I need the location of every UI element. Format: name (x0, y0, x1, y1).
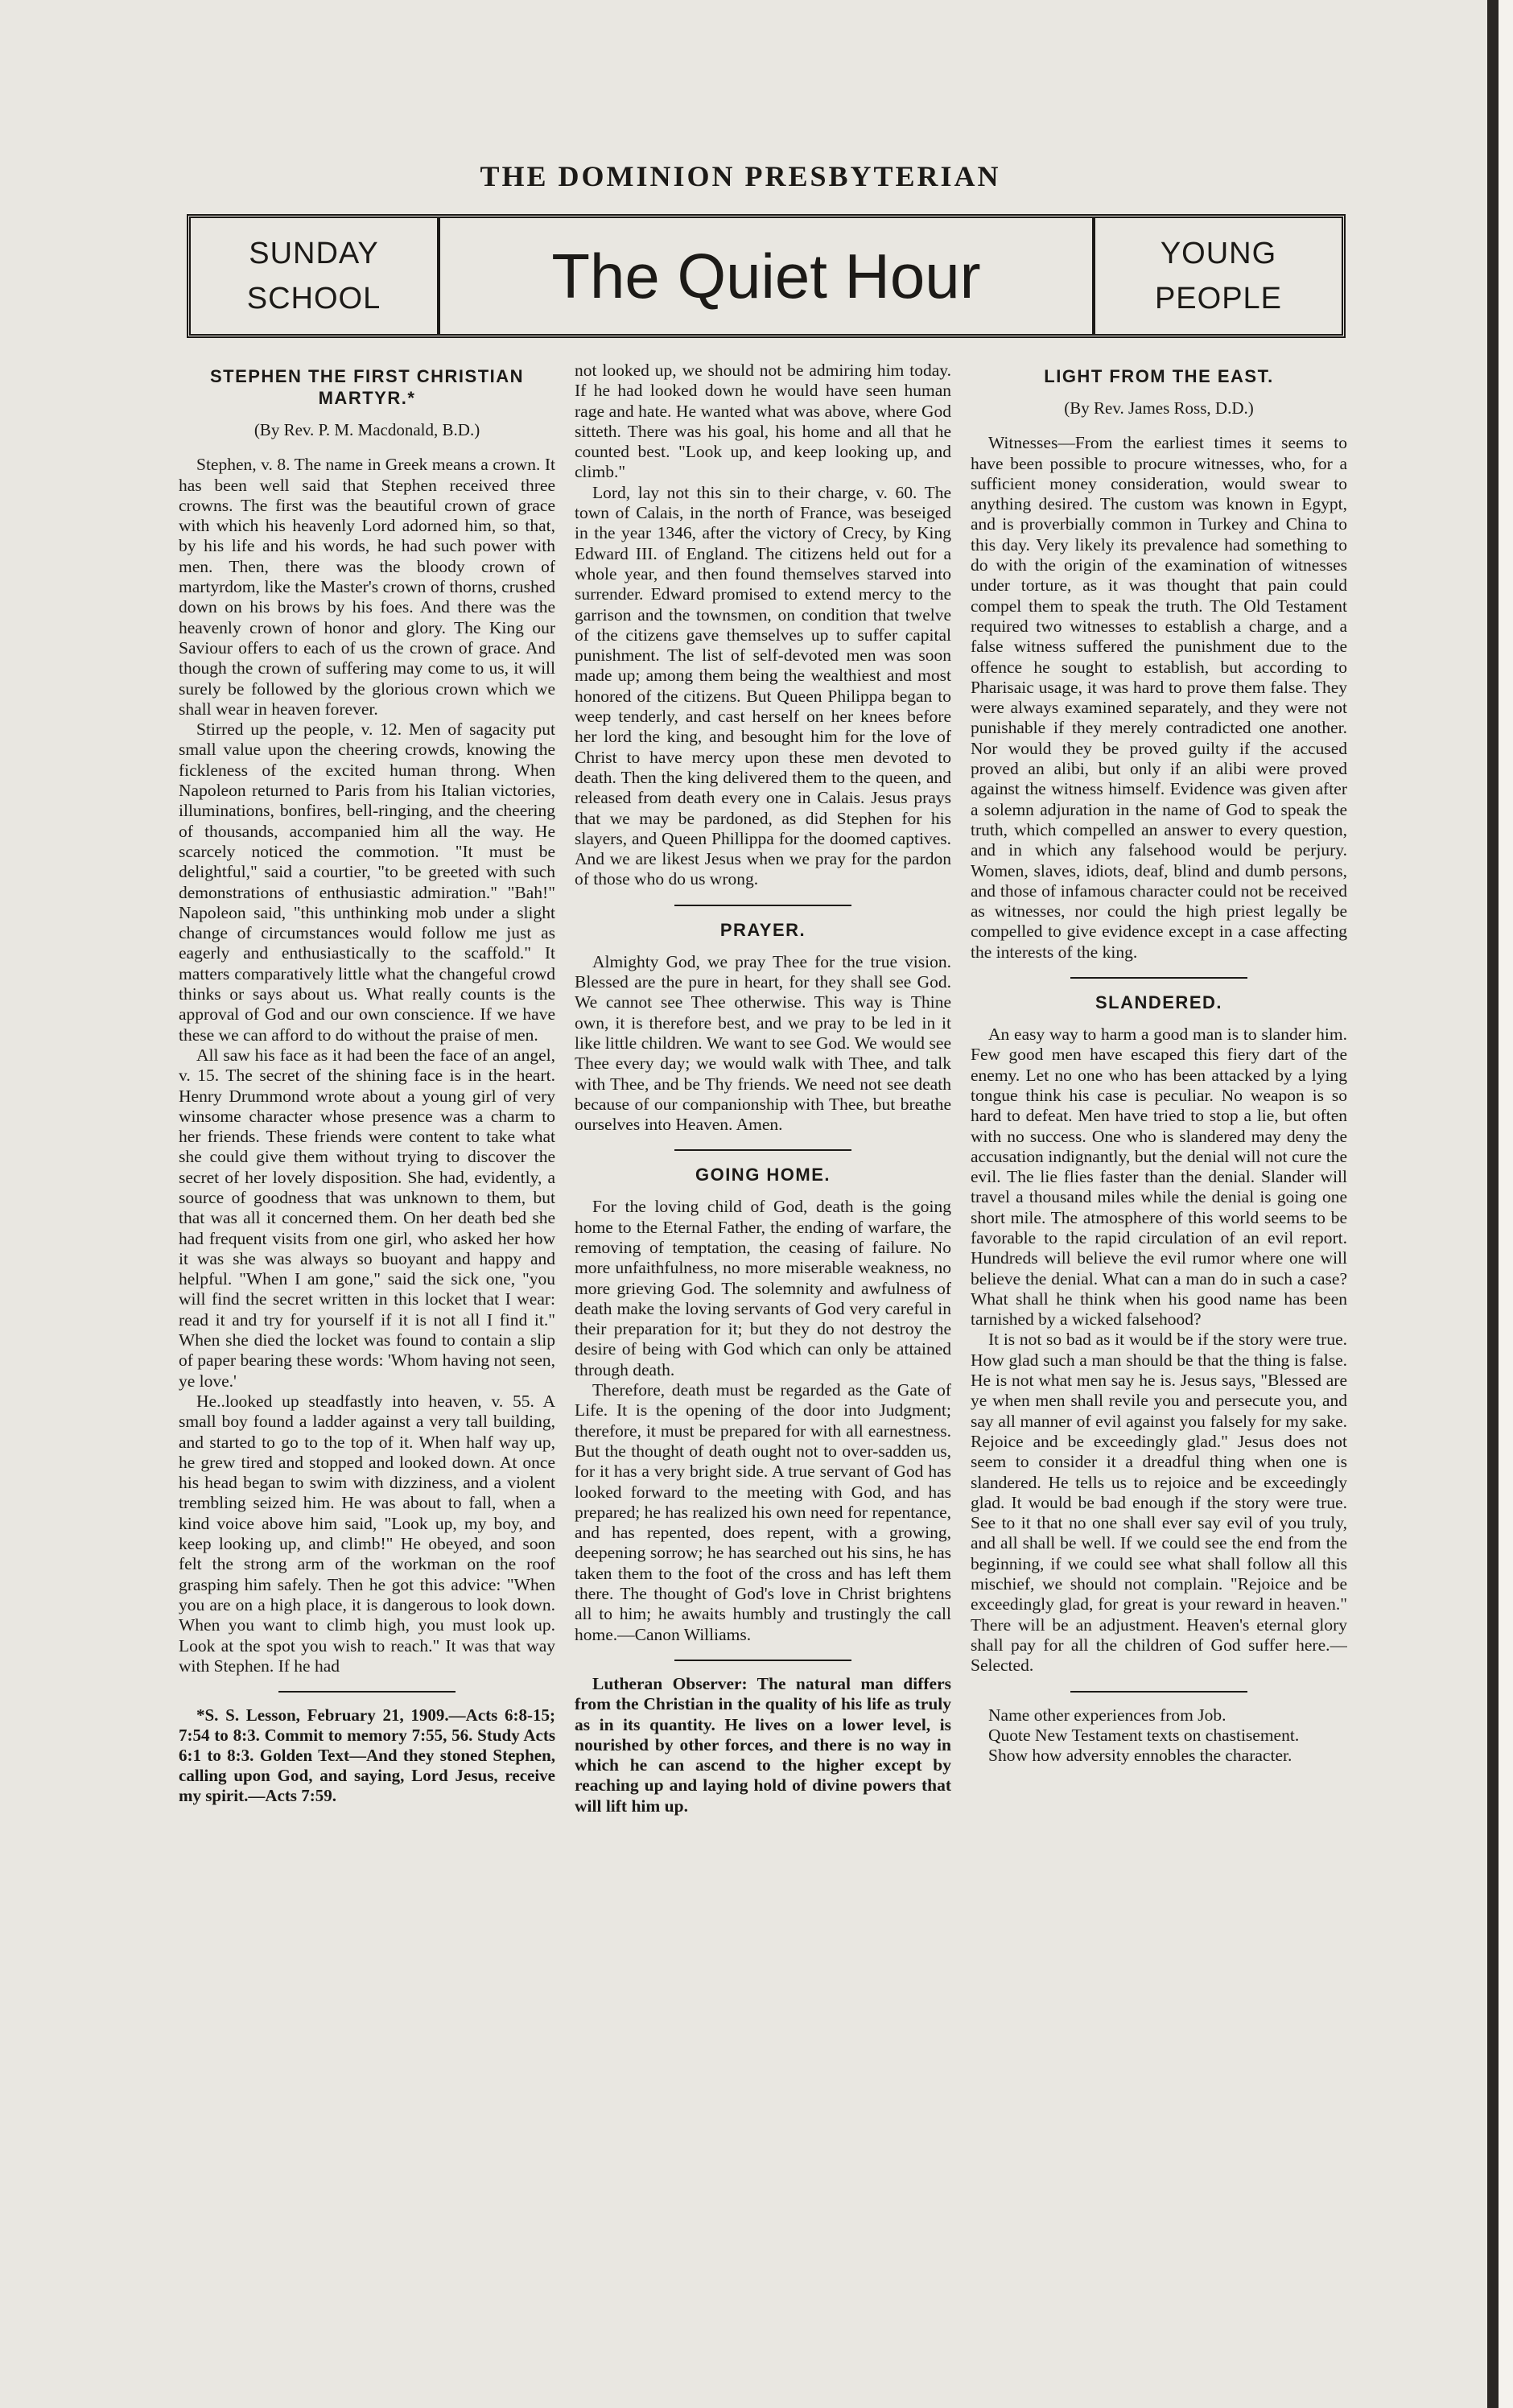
section-divider (674, 1660, 851, 1661)
running-head: THE DOMINION PRESBYTERIAN (480, 160, 1001, 192)
header-left-line2: SCHOOL (246, 282, 381, 315)
header-right-line1: YOUNG (1160, 237, 1277, 270)
page-margin (1499, 0, 1513, 2408)
section-title: The Quiet Hour (551, 240, 981, 311)
lutheran-observer-quote: Lutheran Observer: The natural man differs from the Christian in the quality of his life as truly as in its quantity. He lives on a lower level, is nourished by other forces, and there is no way in which he can ascend to the higher except by reaching up and laying hold of divine powers that will lift him up. (575, 1673, 951, 1816)
article-paragraph: Witnesses—From the earliest times it seems to have been possible to procure witnesses, who, for a sufficient money consideration, would swear to anything desired. The custom was known in Egypt, and is proverbially common in Turkey and China to this day. Very likely its prevalence had something to do with the origin of the examination of witnesses under torture, as it was thought that pain could compel them to speak the truth. The Old Testament required two witnesses to establish a charge, and a false witness suffered the punishment due to the offence he sought to establish, but according to Pharisaic usage, it was hard to prove them false. They were always examined separately, and they were not punishable if they merely contradicted one another. Nor would they be proved guilty if the accused proved an alibi, but only if an alibi were proved against the witness himself. Evidence was given after a solemn adjuration in the name of God to speak the truth, which compelled an answer to every question, and in which any falsehood would be perjury. Women, slaves, idiots, deaf, blind and dumb persons, and those of infamous character could not be received as witnesses, nor could the high priest legally be compelled to give evidence except in a case affecting the interests of the king. (971, 433, 1347, 962)
section-divider (674, 1149, 851, 1151)
section-header-box (187, 214, 1346, 338)
article-title-slandered: SLANDERED. (1095, 992, 1222, 1013)
article-paragraph: All saw his face as it had been the face of an angel, v. 15. The secret of the shining face is in the heart. Henry Drummond wrote about a young girl of very winsome character whose presence was a charm to her friends. These friends were content to take what she could give them without trying to discover the secret of her lovely disposition. She had, evidently, a source of goodness that was unknown to them, but that was all it concerned them. On her death bed she had frequent visits from one girl, who asked her how it was she was always so buoyant and happy and helpful. "When I am gone," said the sick one, "you will find the secret written in this locket that I wear: read it and try for yourself if it is not all I find it." When she died the locket was found to contain a slip of paper bearing these words: 'Whom having not seen, ye love.' (179, 1045, 555, 1391)
section-divider (1070, 1691, 1247, 1693)
article-paragraph: Lord, lay not this sin to their charge, v. 60. The town of Calais, in the north of France, was beseiged in the year 1346, after the victory of Crecy, by King Edward III. of England. The citizens held out for a whole year, and then found themselves starved into surrender. Edward promised to extend mercy to the garrison and the townsmen, on condition that twelve of the citizens gave themselves up to suffer capital punishment. The list of self-devoted men was soon made up; among them being the wealthiest and most honored of the citizens. But Queen Philippa began to weep tenderly, and cast herself on her knees before her lord the king, and besought him for the love of Christ to have mercy upon these men devoted to death. Then the king delivered them to the queen, and released from death every one in Calais. Jesus prays that we may be pardoned, as did Stephen for his slayers, and Queen Phillippa for the doomed captives. And we are likest Jesus when we pray for the pardon of those who do us wrong. (575, 482, 951, 889)
header-left-line1: SUNDAY (249, 237, 379, 270)
article-paragraph: An easy way to harm a good man is to slander him. Few good men have escaped this fiery dart of the enemy. Let no one who has been attacked by a lying tongue think his case is peculiar. No weapon is so hard to defeat. Men have tried to stop a lie, but often with no success. One who is slandered may deny the accusation indignantly, but the denial will not cure the evil. The lie flies faster than the denial. Slander will travel a thousand miles while the denial is going one short mile. The atmosphere of this world seems to be favorable to the rapid circulation of an evil report. Hundreds will believe the evil rumor where one will believe the denial. What can a man do in such a case? What shall he think when his good name has been tarnished by a wicked falsehood? (971, 1025, 1347, 1330)
header-right-line2: PEOPLE (1154, 282, 1283, 315)
article-paragraph: For the loving child of God, death is the going home to the Eternal Father, the ending of warfare, the removing of temptation, the ceasing of failure. No more unfaithfulness, no more miserable weakness, no more grieving God. The solemnity and awfulness of death make the loving servants of God very careful in their preparation for it; but they do not destroy the desire of being with God which can only be attained through death. (575, 1197, 951, 1379)
prayer-text: Almighty God, we pray Thee for the true vision. Blessed are the pure in heart, for they shall see God. We cannot see Thee otherwise. This way is Thine own, it is therefore best, and we pray to be led in it like little children. We want to see God. We would see Thee every day; we would walk with Thee, and talk with Thee, and be Thy friends. We need not see death because of our companionship with Thee, but breathe ourselves into Heaven. Amen. (575, 951, 951, 1135)
article-paragraph: not looked up, we should not be admiring him today. If he had looked down he would have seen human rage and hate. He wanted what was above, where God sitteth. There was his goal, his home and all that he counted best. "Look up, and keep looking up, and climb." (575, 361, 951, 482)
article-paragraph: Stephen, v. 8. The name in Greek means a crown. It has been well said that Stephen received three crowns. The first was the beautiful crown of grace with which his heavenly Lord adorned him, so that, by his life and his words, he had such power with men. Then, there was the bloody crown of martyrdom, like the Master's crown of thorns, crushed down on his brows by his foes. And there was the heavenly crown of honor and glory. The King our Saviour offers to each of us the crown of grace. And though the crown of suffering may come to us, it will surely be followed by the glorious crown which we shall wear in heaven forever. (179, 455, 555, 719)
footnote-text: *S. S. Lesson, February 21, 1909.—Acts 6:8-15; 7:54 to 8:3. Commit to memory 7:55, 56. Study Acts 6:1 to 8:3. Golden Text—And they stoned Stephen, calling upon God, and saying, Lord Jesus, receive my spirit.—Acts 7:59. (179, 1705, 555, 1806)
article-title-going-home: GOING HOME. (695, 1165, 831, 1185)
column-2 (575, 361, 951, 2268)
article-paragraph: He..looked up steadfastly into heaven, v. 55. A small boy found a ladder against a very tall building, and started to go to the top of it. When half way up, he grew tired and stopped and looked down. At once his head began to swim with dizziness, and a violent trembling seized him. He was about to fall, when a kind voice above him said, "Look up, my boy, and keep looking up, and climb!" He obeyed, and soon felt the strong arm of the workman on the roof grasping him safely. Then he got this advice: "When you are on a high place, it is dangerous to look down. When you want to climb high, you must look up. Look at the spot you wish to reach." It was that way with Stephen. If he had (179, 1391, 555, 1676)
section-divider (278, 1691, 456, 1693)
article-title-prayer: PRAYER. (719, 919, 806, 940)
column-1 (179, 361, 555, 2268)
byline-macdonald: (By Rev. P. M. Macdonald, B.D.) (254, 420, 480, 439)
article-title-light-from-east: LIGHT FROM THE EAST. (1044, 366, 1274, 386)
article-paragraph: Therefore, death must be regarded as the Gate of Life. It is the opening of the door into Judgment; therefore, it must be prepared for with all earnestness. But the thought of death ought not to over-sadden us, for it has a very bright side. A true servant of God has looked forward to the meeting with God, and has prepared; he has realized his own need for repentance, and has repented, does repent, with a growing, deepening sorrow; he has searched out his sins, he has taken them to the foot of the cross and has left them there. The thought of God's love in Christ brightens all to him; he awaits humbly and trustingly the call home.—Canon Williams. (575, 1380, 951, 1644)
section-divider (1070, 977, 1247, 979)
question-item: Name other experiences from Job. (988, 1705, 1226, 1725)
article-paragraph: Stirred up the people, v. 12. Men of sagacity put small value upon the cheering crowds, knowing the fickleness of the excited human throng. When Napoleon returned to Paris from his Italian victories, illuminations, bonfires, bell-ringing, and the cheering of thousands, accompanied him all the way. He scarcely noticed the commotion. "It must be delightful," said a courtier, "to be greeted with such demonstrations of enthusiastic admiration." "Bah!" Napoleon said, "this unthinking mob under a slight change of circumstances would follow me just as eagerly and enthusiastically to the scaffold." It matters comparatively little what the changeful crowd thinks or says about us. What really counts is the approval of God and our own conscience. If we have these we can afford to do without the praise of men. (179, 720, 555, 1045)
section-divider (674, 905, 851, 906)
article-paragraph: It is not so bad as it would be if the story were true. How glad such a man should be that the thing is false. He is not what men say he is. Jesus says, "Blessed are ye when men shall revile you and persecute you, and say all manner of evil against you falsely for my sake. Rejoice and be exceedingly glad." Jesus does not seem to consider it a dreadful thing when one is slandered. He tells us to rejoice and be exceedingly glad. It would be bad enough if the story were true. See to it that no one shall ever say evil of you truly, and all shall be well. If we could see the end from the beginning, if we could see what shall follow all this mischief, we should not complain. "Rejoice and be exceedingly glad, for great is your reward in heaven." There will be an adjustment. Heaven's eternal glory shall pay for all the children of God suffer here.—Selected. (971, 1330, 1347, 1676)
page-edge-border (1487, 0, 1499, 2408)
column-3 (971, 361, 1347, 2268)
question-item: Quote New Testament texts on chastisement. (988, 1725, 1300, 1745)
article-title-stephen: STEPHEN THE FIRST CHRISTIAN MARTYR.* (209, 366, 525, 408)
question-item: Show how adversity ennobles the character. (988, 1746, 1292, 1766)
lesson-footnote (179, 1705, 555, 1806)
header-left-panel (191, 218, 440, 334)
header-right-panel (1092, 218, 1342, 334)
byline-ross: (By Rev. James Ross, D.D.) (1064, 398, 1254, 418)
